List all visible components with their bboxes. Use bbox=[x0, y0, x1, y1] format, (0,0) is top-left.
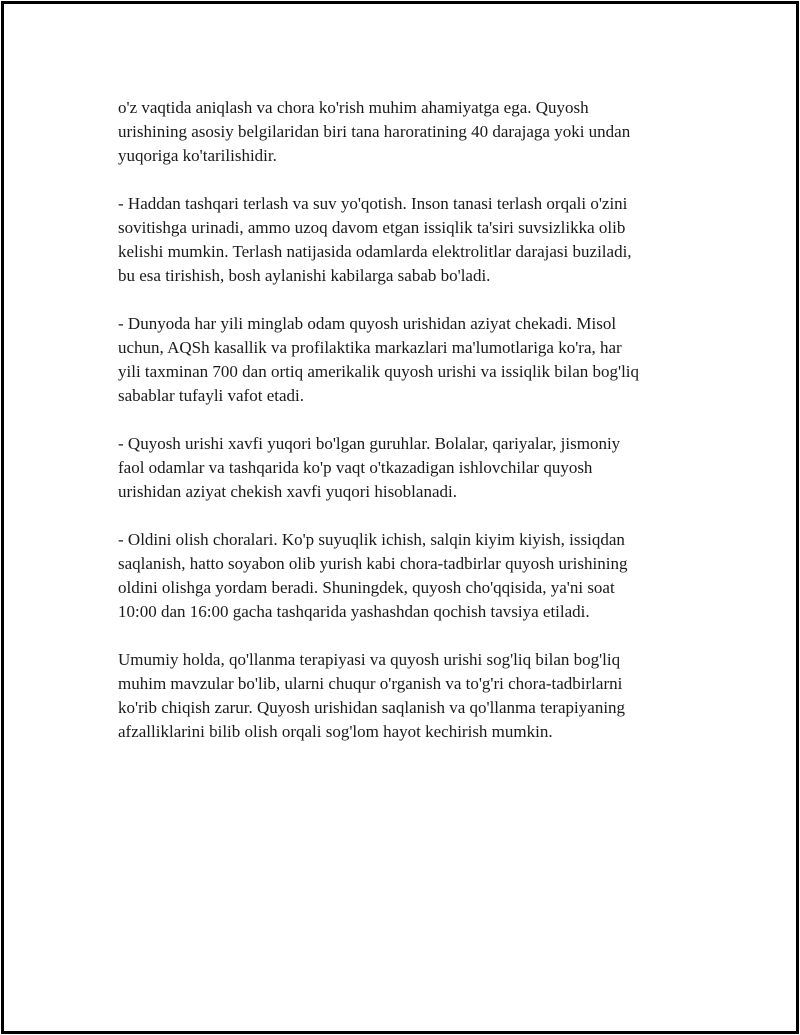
document-page bbox=[1, 1, 799, 1034]
paragraph-statistics: - Dunyoda har yili minglab odam quyosh urishidan aziyat chekadi. Misol uchun, AQSh kasallik va profilaktika markazlari ma'lumotlariga ko'ra, har yili taxminan 700 dan ortiq amerikalik quyosh urishi va issiqlik bilan bog'liq sabablar tufayli vafot etadi. bbox=[118, 314, 640, 405]
paragraph-risk-groups: - Quyosh urishi xavfi yuqori bo'lgan guruhlar. Bolalar, qariyalar, jismoniy faol odamlar va tashqarida ko'p vaqt o'tkazadigan ishlovchilar quyosh urishidan aziyat chekish xavfi yuqori hisoblanadi. bbox=[118, 434, 621, 501]
paragraph-prevention: - Oldini olish choralari. Ko'p suyuqlik ichish, salqin kiyim kiyish, issiqdan saqlanish, hatto soyabon olib yurish kabi chora-tadbirlar quyosh urishining oldini olishga yordam beradi. Shuningdek, quyosh cho'qqisida, ya'ni soat 10:00 dan 16:00 gacha tashqarida yashashdan qochish tavsiya etiladi. bbox=[118, 530, 628, 621]
document-body bbox=[118, 96, 698, 768]
paragraph-conclusion: Umumiy holda, qo'llanma terapiyasi va quyosh urishi sog'liq bilan bog'liq muhim mavzular bo'lib, ularni chuqur o'rganish va to'g'ri chora-tadbirlarni ko'rib chiqish zarur. Quyosh urishidan saqlanish va qo'llanma terapiyaning afzalliklarini bilib olish orqali sog'lom hayot kechirish mumkin. bbox=[118, 650, 626, 741]
paragraph-sweating: - Haddan tashqari terlash va suv yo'qotish. Inson tanasi terlash orqali o'zini sovitishga urinadi, ammo uzoq davom etgan issiqlik ta'siri suvsizlikka olib kelishi mumkin. Terlash natijasida odamlarda elektrolitlar darajasi buziladi, bu esa tirishish, bosh aylanishi kabilarga sabab bo'ladi. bbox=[118, 194, 632, 285]
paragraph-intro: o'z vaqtida aniqlash va chora ko'rish muhim ahamiyatga ega. Quyosh urishining asosiy belgilaridan biri tana haroratining 40 darajaga yoki undan yuqoriga ko'tarilishidir. bbox=[118, 98, 631, 165]
